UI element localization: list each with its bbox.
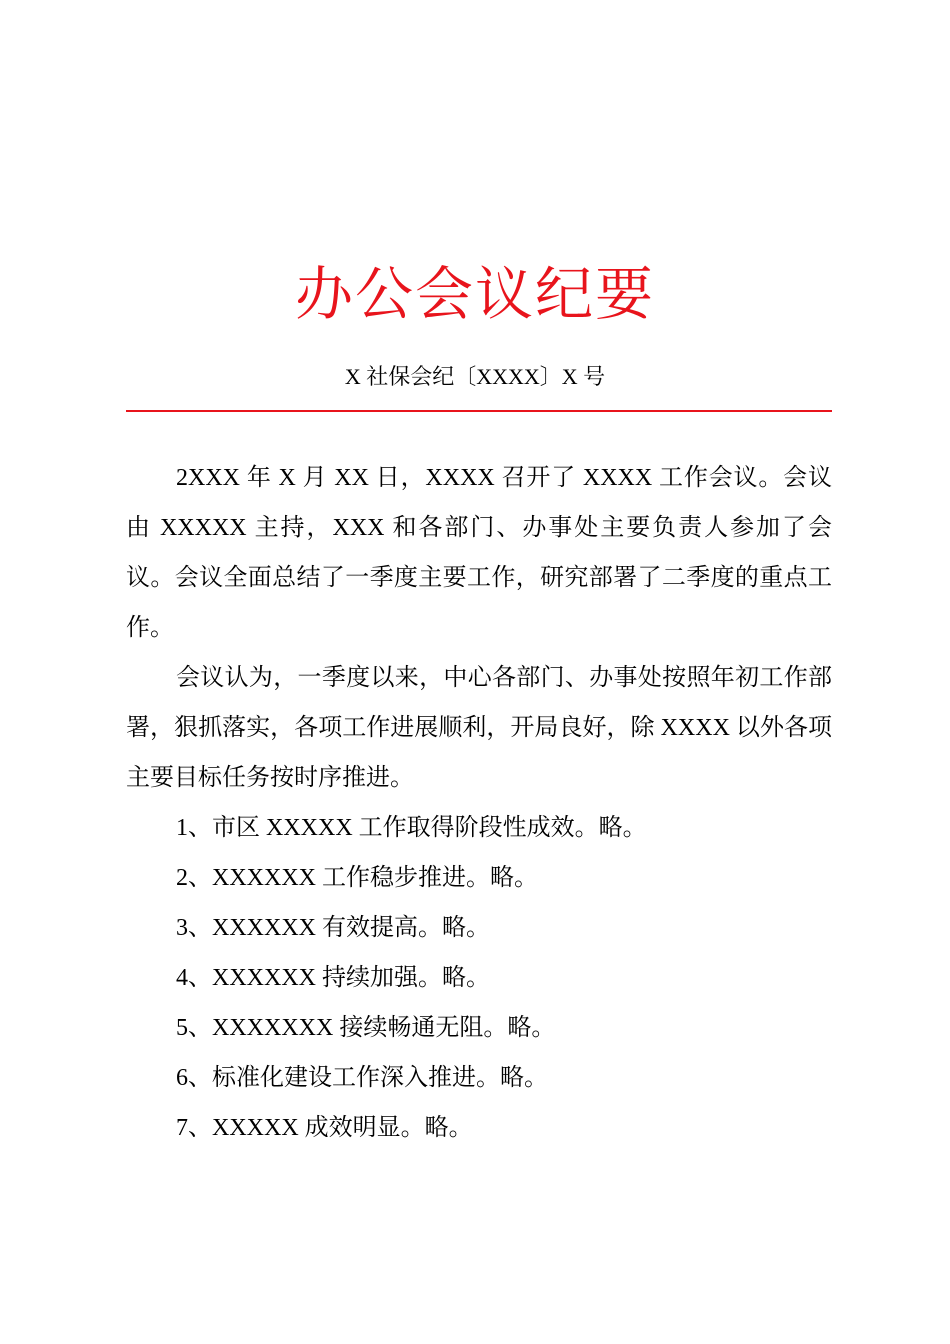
document-body [126, 453, 832, 1153]
list-item: 1、市区 XXXXX 工作取得阶段性成效。略。 [176, 815, 647, 841]
list-item: 2、XXXXXX 工作稳步推进。略。 [176, 865, 538, 891]
list-item: 7、XXXXX 成效明显。略。 [176, 1115, 473, 1141]
paragraph-meeting-info: 2XXX 年 X 月 XX 日，XXXX 召开了 XXXX 工作会议。会议由 XXXXX 主持，XXX 和各部门、办事处主要负责人参加了会议。会议全面总结了一季度主要工作，研究部署了二季度的重点工作。 [126, 465, 832, 641]
document-title: 办公会议纪要 [294, 260, 655, 328]
list-item: 6、标准化建设工作深入推进。略。 [176, 1065, 548, 1091]
list-item: 4、XXXXXX 持续加强。略。 [176, 965, 490, 991]
list-item: 5、XXXXXXX 接续畅通无阻。略。 [176, 1015, 556, 1041]
red-divider-line [126, 410, 832, 412]
list-item: 3、XXXXXX 有效提高。略。 [176, 915, 490, 941]
paragraph-meeting-conclusion: 会议认为，一季度以来，中心各部门、办事处按照年初工作部署，狠抓落实，各项工作进展顺利，开局良好，除 XXXX 以外各项主要目标任务按时序推进。 [126, 665, 832, 791]
document-number: X 社保会纪〔XXXX〕X 号 [344, 364, 606, 389]
